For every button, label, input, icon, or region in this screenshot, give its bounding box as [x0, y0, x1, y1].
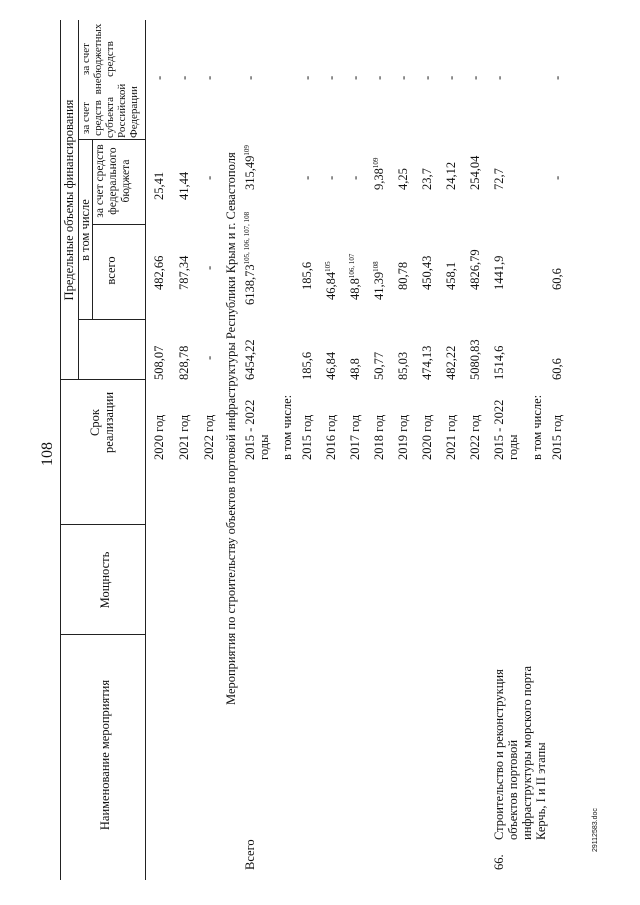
col-divider-name: [60, 634, 145, 635]
total-total: 6454,22: [243, 339, 257, 380]
br-2018-federal-value: 41,39: [372, 271, 386, 300]
br-2020-total: 474,13: [420, 345, 434, 380]
col-divider-total: [78, 319, 145, 320]
total-extrabudget: -: [243, 75, 257, 80]
br-2017-regional: -: [348, 175, 362, 180]
item66-total: 1514,6: [492, 345, 506, 380]
br-2015-federal: 185,6: [300, 261, 314, 290]
item66-name-line3: инфраструктуры морского порта: [520, 665, 534, 840]
item66-federal: 1441,9: [492, 255, 506, 290]
row-2022-regional: -: [202, 175, 216, 180]
br-2018-regional-footnote: 109: [371, 157, 380, 169]
br-2021-regional: 24,12: [444, 161, 458, 190]
total-federal-value: 6138,73: [243, 264, 257, 305]
row-2020-federal: 482,66: [152, 255, 166, 290]
br-2015-extrabudget: -: [300, 75, 314, 80]
col-divider-term: [60, 379, 145, 380]
br-2015-term: 2015 год: [300, 414, 314, 460]
br-2017-total: 48,8: [348, 358, 362, 380]
item66-name-line4: Керчь, I и II этапы: [534, 742, 548, 840]
row-2021-extrabudget: -: [177, 75, 191, 80]
header-name: Наименование мероприятия: [98, 679, 112, 831]
row-2020-term: 2020 год: [152, 414, 166, 460]
br-2016-total: 46,84: [324, 351, 338, 380]
br-2018-term: 2018 год: [372, 414, 386, 460]
incl-header-divider: [92, 140, 93, 320]
header-funding-group: Предельные объемы финансирования: [62, 99, 76, 301]
br-2018-regional: [372, 158, 386, 190]
footer-file-code: 29112583.doc: [592, 808, 599, 852]
item66-2015-total: 60,6: [550, 358, 564, 380]
header-term: Срок реализации: [88, 391, 116, 454]
br-2016-term: 2016 год: [324, 414, 338, 460]
row-2022-total: -: [202, 355, 216, 360]
header-capacity: Мощность: [98, 551, 112, 609]
item66-2015-extrabudget: -: [550, 75, 564, 80]
br-2018-federal: [372, 261, 386, 300]
br-2018-total: 50,77: [372, 351, 386, 380]
br-2022-total: 5080,83: [468, 339, 482, 380]
total-regional-footnote: 109: [242, 145, 251, 156]
item66-2015-regional: -: [550, 175, 564, 180]
row-2021-federal: 787,34: [177, 255, 191, 290]
br-2019-term: 2019 год: [396, 414, 410, 460]
br-2022-regional: 254,04: [468, 155, 482, 190]
col-divider-regional: [78, 139, 145, 140]
br-2021-federal: 458,1: [444, 261, 458, 290]
header-regional: за счет средств субъекта Российской Федерации: [80, 83, 140, 138]
row-2020-extrabudget: -: [152, 75, 166, 80]
br-2019-federal: 80,78: [396, 261, 410, 290]
br-2016-federal-value: 46,84: [324, 271, 338, 300]
section-title: Мероприятия по строительству объектов портовой инфраструктуры Республики Крым и г. Севастополя: [224, 152, 238, 705]
br-2018-regional-value: 9,38: [372, 168, 386, 190]
row-2021-total: 828,78: [177, 345, 191, 380]
br-2015-total: 185,6: [300, 351, 314, 380]
header-incl: в том числе: [78, 199, 92, 261]
br-2016-federal: [324, 261, 338, 300]
total-federal: [243, 212, 257, 305]
br-2016-extrabudget: -: [324, 75, 338, 80]
row-2022-term: 2022 год: [202, 414, 216, 460]
item66-term-line2: годы: [506, 434, 520, 460]
br-2018-federal-footnote: 108: [371, 261, 380, 272]
item66-extrabudget: -: [492, 75, 506, 80]
col-divider-capacity: [60, 524, 145, 525]
br-2015-regional: -: [300, 175, 314, 180]
row-2021-regional: 41,44: [177, 171, 191, 200]
total-regional-value: 315,49: [243, 155, 257, 190]
br-2017-term: 2017 год: [348, 414, 362, 460]
br-2021-total: 482,22: [444, 345, 458, 380]
br-2021-extrabudget: -: [444, 75, 458, 80]
br-2020-extrabudget: -: [420, 75, 434, 80]
br-2020-term: 2020 год: [420, 414, 434, 460]
item66-2015-federal: 60,6: [550, 268, 564, 290]
total-federal-footnote: 105, 106, 107, 108: [242, 211, 251, 265]
item66-number: 66.: [492, 854, 506, 870]
header-federal: за счет средств федерального бюджета: [94, 144, 132, 218]
row-2022-extrabudget: -: [202, 75, 216, 80]
page-number: 108: [39, 442, 56, 466]
item66-name-line1: Строительство и реконструкция: [492, 669, 506, 840]
header-total: всего: [104, 256, 118, 285]
br-2017-federal: [348, 254, 362, 300]
br-2016-regional: -: [324, 175, 338, 180]
col-divider-federal: [92, 224, 145, 225]
br-2020-federal: 450,43: [420, 255, 434, 290]
br-2021-term: 2021 год: [444, 414, 458, 460]
header-bottom-border: [145, 20, 146, 880]
br-2022-term: 2022 год: [468, 414, 482, 460]
br-2022-extrabudget: -: [468, 75, 482, 80]
row-2020-total: 508,07: [152, 345, 166, 380]
rotated-budget-table: [60, 20, 580, 880]
br-2018-extrabudget: -: [372, 75, 386, 80]
br-2017-federal-value: 48,8: [348, 278, 362, 300]
br-2019-total: 85,03: [396, 351, 410, 380]
row-2020-regional: 25,41: [152, 171, 166, 200]
br-2019-extrabudget: -: [396, 75, 410, 80]
row-2021-term: 2021 год: [177, 414, 191, 460]
br-2022-federal: 4826,79: [468, 249, 482, 290]
br-2019-regional: 4,25: [396, 168, 410, 190]
total-term-line1: 2015 - 2022: [243, 399, 257, 460]
item66-regional: 72,7: [492, 168, 506, 190]
br-2017-extrabudget: -: [348, 75, 362, 80]
total-regional: [243, 145, 257, 190]
br-2016-federal-footnote: 105: [323, 261, 332, 272]
item66-name-line2: объектов портовой: [506, 739, 520, 840]
br-2020-regional: 23,7: [420, 168, 434, 190]
total-term-line2: годы: [257, 434, 271, 460]
total-incl-label: в том числе:: [280, 394, 294, 460]
total-label: Всего: [243, 839, 257, 870]
row-2022-federal: -: [202, 265, 216, 270]
br-2017-federal-footnote: 106, 107: [347, 253, 356, 279]
item66-incl-label: в том числе:: [530, 394, 544, 460]
item66-2015-term: 2015 год: [550, 414, 564, 460]
header-extrabudget: за счет внебюджетных средств: [80, 23, 116, 95]
item66-term-line1: 2015 - 2022: [492, 399, 506, 460]
table-top-border: [60, 20, 61, 880]
